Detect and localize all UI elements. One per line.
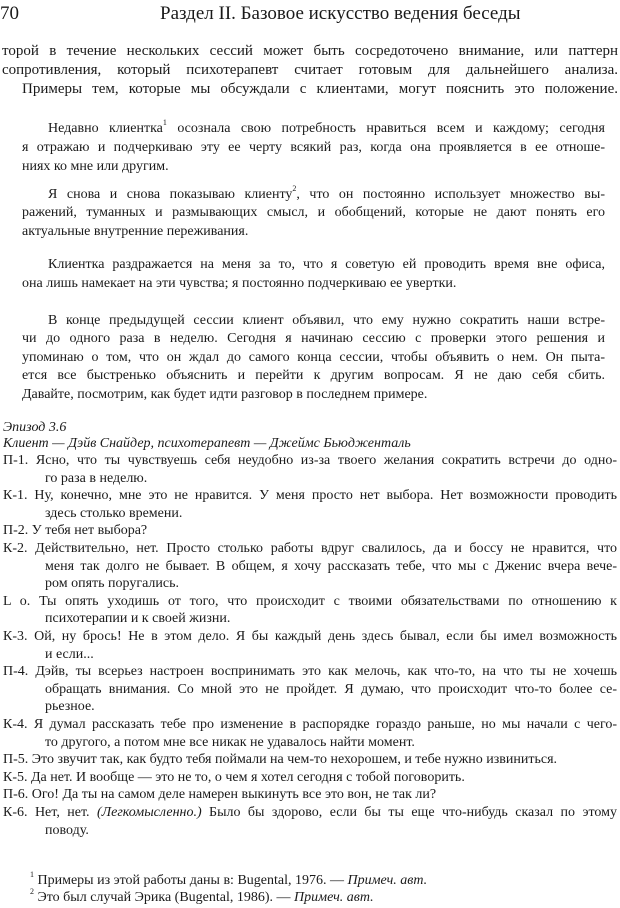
speaker-label: П-5. <box>3 752 29 768</box>
dialogue-line <box>3 785 617 804</box>
text: осознала свою потребность нравиться всем и каждому; сегодня <box>166 121 605 136</box>
footnote-ref[interactable]: 1 <box>162 119 167 127</box>
dialogue-line <box>3 521 617 540</box>
text: Ну, конечно, мне это не нравится. У меня просто нет выбора. Нет возможности проводить <box>34 488 617 504</box>
text: Я думал рассказать тебе про изменение в распорядке гораздо раньше, но мы начали с чего- <box>33 717 617 732</box>
example-line: чи до одного раза в неделю. Сегодня я начинаю сессию с проверки этого решения и <box>22 331 605 346</box>
text: Ой, ну брось! Не в этом дело. Я бы каждый день здесь бывал, если бы имел возможность <box>34 629 617 644</box>
speaker-label: П-4. <box>3 664 29 680</box>
example-line: Давайте, посмотрим, как будет идти разговор в последнем примере. <box>22 387 428 402</box>
text: Действительно, нет. Просто столько работы вдруг свалилось, да и боссу не нравится, что <box>35 541 617 556</box>
footnote-text: Примеры из этой работы даны в: Bugental, 1976. — <box>37 873 348 888</box>
text: поводу. <box>45 822 89 838</box>
speaker-label: П-6. <box>3 787 29 803</box>
speaker-label: П-2. <box>3 523 29 539</box>
running-header <box>0 2 620 26</box>
speaker-label: П-1. <box>3 453 29 468</box>
dialogue-line <box>45 504 617 523</box>
text: меня так долго не бывает. В общем, я хочу рассказать тебе, что мы с Дженис вчера вече- <box>45 558 617 574</box>
example-line <box>48 119 605 138</box>
text: Ты опять уходишь от того, что происходит с твоими обязательствами по отношению к <box>39 593 617 609</box>
speaker-label: К-4. <box>3 717 28 732</box>
dialogue-line <box>45 680 617 699</box>
footnote-ref[interactable]: 2 <box>292 185 297 193</box>
dialogue-line <box>45 821 617 840</box>
example-line <box>48 185 605 204</box>
dialogue-line <box>3 750 617 769</box>
text: здесь столько времени. <box>45 505 183 521</box>
episode-participants: Клиент — Дэйв Снайдер, психотерапевт — Джеймс Бьюдженталь <box>3 436 411 451</box>
episode-title: Эпизод 3.6 <box>3 420 67 435</box>
footnote-mark: 2 <box>30 888 34 896</box>
dialogue-line <box>45 733 617 752</box>
dialogue-line <box>45 469 617 488</box>
text: и если... <box>45 646 94 662</box>
example-line: актуальные внутренние переживания. <box>22 224 249 239</box>
text: ром опять поругались. <box>45 576 179 592</box>
dialogue-line <box>3 768 617 787</box>
section-title: Раздел II. Базовое искусство ведения беседы <box>160 3 521 24</box>
speaker-label: К-1. <box>3 488 28 504</box>
speaker-label: К-6. <box>3 805 28 820</box>
text: , что он постоянно использует множество вы- <box>296 187 605 202</box>
dialogue-line <box>3 662 617 681</box>
text: Недавно клиентка <box>48 121 163 136</box>
example-line: В конце предыдущей сессии клиент объявил, что ему нужно сократить наши встре- <box>48 313 605 328</box>
text: Ясно, что ты чувствуешь себя неудобно из-за твоего желания сократить встречи до одно- <box>35 453 617 468</box>
text: психотерапии и к своей жизни. <box>45 611 231 627</box>
text: Было бы здорово, если бы ты еще что-нибудь сказал по этому <box>201 805 617 820</box>
example-line: ниях ко мне или другим. <box>22 159 169 174</box>
footnote-text: Это был случай Эрика (Bugental, 1986). — <box>37 890 295 905</box>
stage-direction: (Легкомысленно.) <box>96 805 202 820</box>
intro-line: сопротивления, который психотерапевт считает готовым для дальнейшего анализа. <box>2 62 618 78</box>
speaker-label: К-5. <box>3 769 28 785</box>
dialogue-line <box>3 803 617 822</box>
intro-line: Примеры тем, которые мы обсуждали с клиентами, могут пояснить это положение. <box>22 81 618 97</box>
text: то другого, а потом мне все никак не удавалось найти момент. <box>45 734 415 750</box>
text: обращать внимания. Со мной это не пройдет. Я думаю, что происходит что-то более се- <box>45 681 617 697</box>
dialogue-line <box>3 715 617 734</box>
text: го раза в неделю. <box>45 470 148 486</box>
example-line: ражений, туманных и размывающих смысл, и обобщений, которые не дают понять его <box>22 205 605 220</box>
dialogue-line <box>45 645 617 664</box>
dialogue-line <box>45 609 617 628</box>
page-number: 70 <box>0 3 19 24</box>
text: рьезное. <box>45 699 95 715</box>
footnote-note: Примеч. авт. <box>294 890 374 905</box>
intro-line: торой в течение нескольких сессий может быть сосредоточено внимание, или паттерн <box>2 43 618 59</box>
example-line: Клиентка раздражается на меня за то, что я советую ей проводить время вне офиса, <box>48 257 605 272</box>
example-line: ется все быстренько объяснить и перейти к другим вопросам. Я не даю себя сбить. <box>22 368 605 383</box>
text: Дэйв, ты всерьез настроен воспринимать это как мелочь, как что-то, на что ты не хочешь <box>35 664 617 680</box>
speaker-label: L о. <box>3 593 31 609</box>
dialogue-line <box>45 697 617 716</box>
example-line: упоминаю о том, что он ждал до самого конца сессии, чтобы объявить о нем. Он пыта- <box>22 350 605 365</box>
text: У тебя нет выбора? <box>31 523 148 539</box>
dialogue-line <box>3 486 617 505</box>
speaker-label: К-2. <box>3 541 28 556</box>
text: Да нет. И вообще — это не то, о чем я хотел сегодня с тобой поговорить. <box>31 769 465 785</box>
dialogue-line <box>3 592 617 611</box>
text: Ого! Да ты на самом деле намерен выкинуть все это вон, не так ли? <box>31 787 437 803</box>
footnote-note: Примеч. авт. <box>347 873 428 888</box>
speaker-label: К-3. <box>3 629 28 644</box>
dialogue-line <box>3 539 617 558</box>
example-line: она лишь намекает на эти чувства; я постоянно подчеркиваю ее увертки. <box>22 276 457 291</box>
dialogue-line <box>3 451 617 470</box>
example-line: я отражаю и подчеркиваю эту ее черту всякий раз, когда она проявляется в ее отноше- <box>22 140 605 155</box>
dialogue-line <box>45 574 617 593</box>
text: Это звучит так, как будто тебя поймали на чем-то нехорошем, и тебе нужно извиниться. <box>31 752 558 768</box>
dialogue-line <box>45 557 617 576</box>
text: Я снова и снова показываю клиенту <box>48 187 293 202</box>
footnote <box>30 888 610 907</box>
dialogue-line <box>3 627 617 646</box>
footnote-mark: 1 <box>30 871 34 879</box>
text: Нет, нет. <box>34 805 97 820</box>
